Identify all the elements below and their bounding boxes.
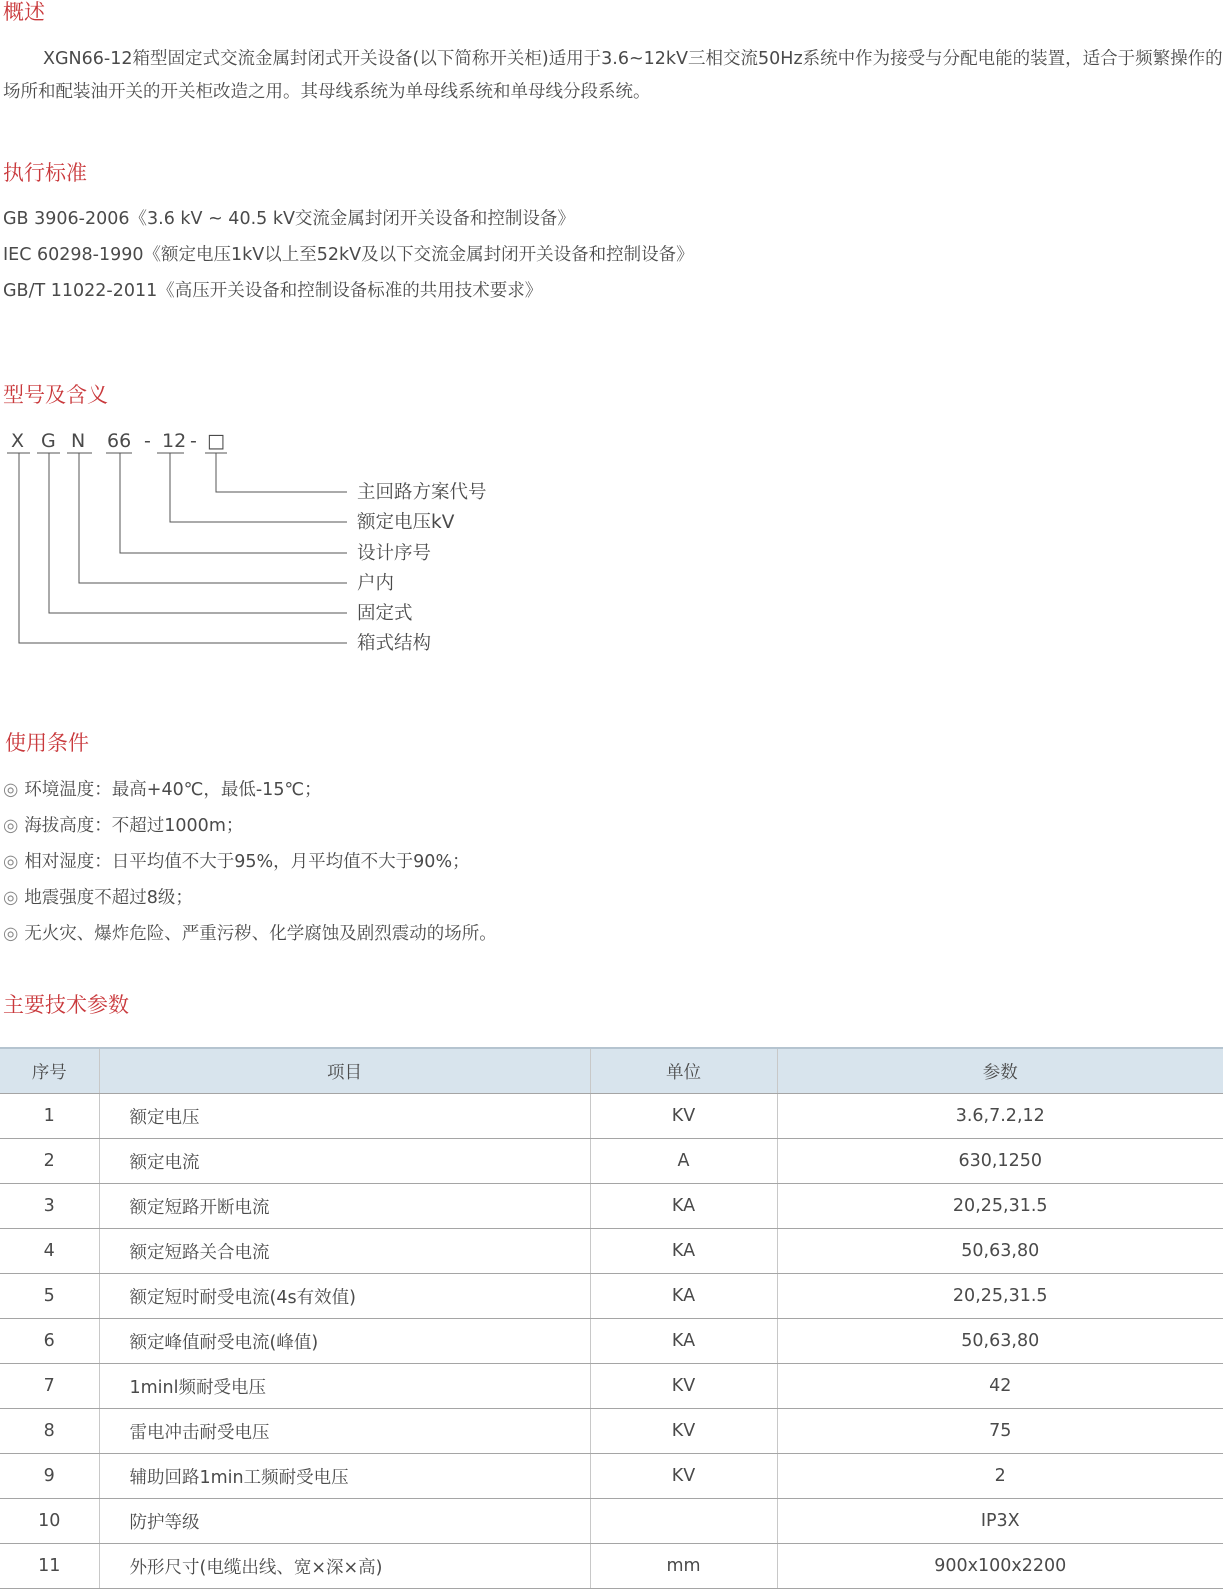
table-row — [0, 1274, 1223, 1319]
header-value: 参数 — [777, 1048, 1223, 1094]
overview-paragraph: XGN66-12箱型固定式交流金属封闭式开关设备(以下简称开关柜)适用于3.6~12kV三相交流50Hz系统中作为接受与分配电能的装置，适合于频繁操作的场所和配装油开关的开关柜改造之用。其母线系统为单母线系统和单母线分段系统。 — [3, 49, 1223, 102]
cell-item: 辅助回路1min工频耐受电压 — [99, 1454, 590, 1499]
cell-index: 3 — [0, 1184, 99, 1229]
cell-item: 额定电压 — [99, 1094, 590, 1139]
cell-unit — [590, 1499, 777, 1544]
cell-unit: KA — [590, 1274, 777, 1319]
code-scheme-box: □ — [207, 430, 225, 452]
cell-value: 20,25,31.5 — [777, 1184, 1223, 1229]
code-voltage: 12 — [162, 430, 187, 452]
table-row — [0, 1544, 1223, 1589]
cell-item: 额定短时耐受电流(4s有效值) — [99, 1274, 590, 1319]
table-row — [0, 1454, 1223, 1499]
cell-index: 5 — [0, 1274, 99, 1319]
standard-item: GB/T 11022-2011《高压开关设备和控制设备标准的共用技术要求》 — [3, 281, 543, 301]
code-label-design: 设计序号 — [357, 543, 432, 564]
table-row — [0, 1139, 1223, 1184]
table-row — [0, 1094, 1223, 1139]
model-heading: 型号及含义 — [3, 383, 108, 407]
condition-item — [3, 814, 243, 838]
cell-value: 50,63,80 — [777, 1319, 1223, 1364]
cell-index: 11 — [0, 1544, 99, 1589]
cell-unit: A — [590, 1139, 777, 1184]
condition-item — [3, 922, 497, 946]
parameters-heading: 主要技术参数 — [3, 993, 129, 1017]
header-unit: 单位 — [590, 1048, 777, 1094]
cell-item: 额定短路关合电流 — [99, 1229, 590, 1274]
cell-unit: KV — [590, 1364, 777, 1409]
code-dash: - — [144, 430, 151, 452]
code-letter-g: G — [41, 430, 56, 452]
parameters-table — [0, 1047, 1223, 1589]
code-letter-n: N — [71, 430, 86, 452]
table-row — [0, 1499, 1223, 1544]
cell-unit: KA — [590, 1319, 777, 1364]
cell-item: 1minl频耐受电压 — [99, 1364, 590, 1409]
cell-unit: KV — [590, 1094, 777, 1139]
table-row — [0, 1319, 1223, 1364]
cell-index: 2 — [0, 1139, 99, 1184]
code-dash: - — [190, 430, 197, 452]
cell-item: 额定峰值耐受电流(峰值) — [99, 1319, 590, 1364]
bullet-icon: ◎ — [3, 924, 19, 944]
cell-value: 630,1250 — [777, 1139, 1223, 1184]
table-row — [0, 1229, 1223, 1274]
cell-item: 外形尺寸(电缆出线、宽×深×高) — [99, 1544, 590, 1589]
table-row — [0, 1364, 1223, 1409]
table-row — [0, 1409, 1223, 1454]
code-letter-x: X — [11, 430, 25, 452]
condition-text: 环境温度：最高+40℃，最低-15℃； — [24, 780, 322, 800]
header-index: 序号 — [0, 1048, 99, 1094]
cell-unit: KV — [590, 1409, 777, 1454]
cell-unit: KA — [590, 1229, 777, 1274]
standards-heading: 执行标准 — [3, 161, 87, 185]
code-design-number: 66 — [107, 430, 132, 452]
cell-value: 42 — [777, 1364, 1223, 1409]
cell-unit: mm — [590, 1544, 777, 1589]
cell-index: 8 — [0, 1409, 99, 1454]
cell-item: 雷电冲击耐受电压 — [99, 1409, 590, 1454]
condition-item — [3, 778, 322, 802]
cell-value: IP3X — [777, 1499, 1223, 1544]
condition-text: 无火灾、爆炸危险、严重污秽、化学腐蚀及剧烈震动的场所。 — [24, 924, 497, 944]
cell-item: 防护等级 — [99, 1499, 590, 1544]
code-label-voltage: 额定电压kV — [357, 512, 455, 533]
table-header-row — [0, 1048, 1223, 1094]
cell-item: 额定短路开断电流 — [99, 1184, 590, 1229]
condition-text: 地震强度不超过8级； — [24, 888, 193, 908]
cell-index: 10 — [0, 1499, 99, 1544]
cell-unit: KA — [590, 1184, 777, 1229]
cell-unit: KV — [590, 1454, 777, 1499]
cell-index: 9 — [0, 1454, 99, 1499]
cell-index: 7 — [0, 1364, 99, 1409]
cell-value: 2 — [777, 1454, 1223, 1499]
bullet-icon: ◎ — [3, 888, 19, 908]
cell-value: 900x100x2200 — [777, 1544, 1223, 1589]
condition-item — [3, 886, 193, 910]
bullet-icon: ◎ — [3, 852, 19, 872]
bullet-icon: ◎ — [3, 816, 19, 836]
condition-text: 相对湿度：日平均值不大于95%，月平均值不大于90%； — [24, 852, 470, 872]
cell-value: 3.6,7.2,12 — [777, 1094, 1223, 1139]
cell-value: 75 — [777, 1409, 1223, 1454]
standard-item: GB 3906-2006《3.6 kV ~ 40.5 kV交流金属封闭开关设备和控制设备》 — [3, 209, 575, 229]
condition-item — [3, 850, 470, 874]
condition-text: 海拔高度：不超过1000m； — [24, 816, 244, 836]
overview-heading: 概述 — [3, 0, 45, 24]
cell-value: 50,63,80 — [777, 1229, 1223, 1274]
code-label-fixed: 固定式 — [357, 603, 413, 624]
code-label-scheme: 主回路方案代号 — [357, 482, 487, 503]
code-label-box: 箱式结构 — [357, 633, 432, 654]
cell-index: 1 — [0, 1094, 99, 1139]
header-item: 项目 — [99, 1048, 590, 1094]
bullet-icon: ◎ — [3, 780, 19, 800]
cell-index: 4 — [0, 1229, 99, 1274]
code-label-indoor: 户内 — [357, 573, 395, 594]
table-row — [0, 1184, 1223, 1229]
standard-item: IEC 60298-1990《额定电压1kV以上至52kV及以下交流金属封闭开关设备和控制设备》 — [3, 245, 694, 265]
cell-item: 额定电流 — [99, 1139, 590, 1184]
conditions-heading: 使用条件 — [5, 731, 89, 755]
model-code-leader-lines — [0, 0, 400, 660]
cell-index: 6 — [0, 1319, 99, 1364]
cell-value: 20,25,31.5 — [777, 1274, 1223, 1319]
